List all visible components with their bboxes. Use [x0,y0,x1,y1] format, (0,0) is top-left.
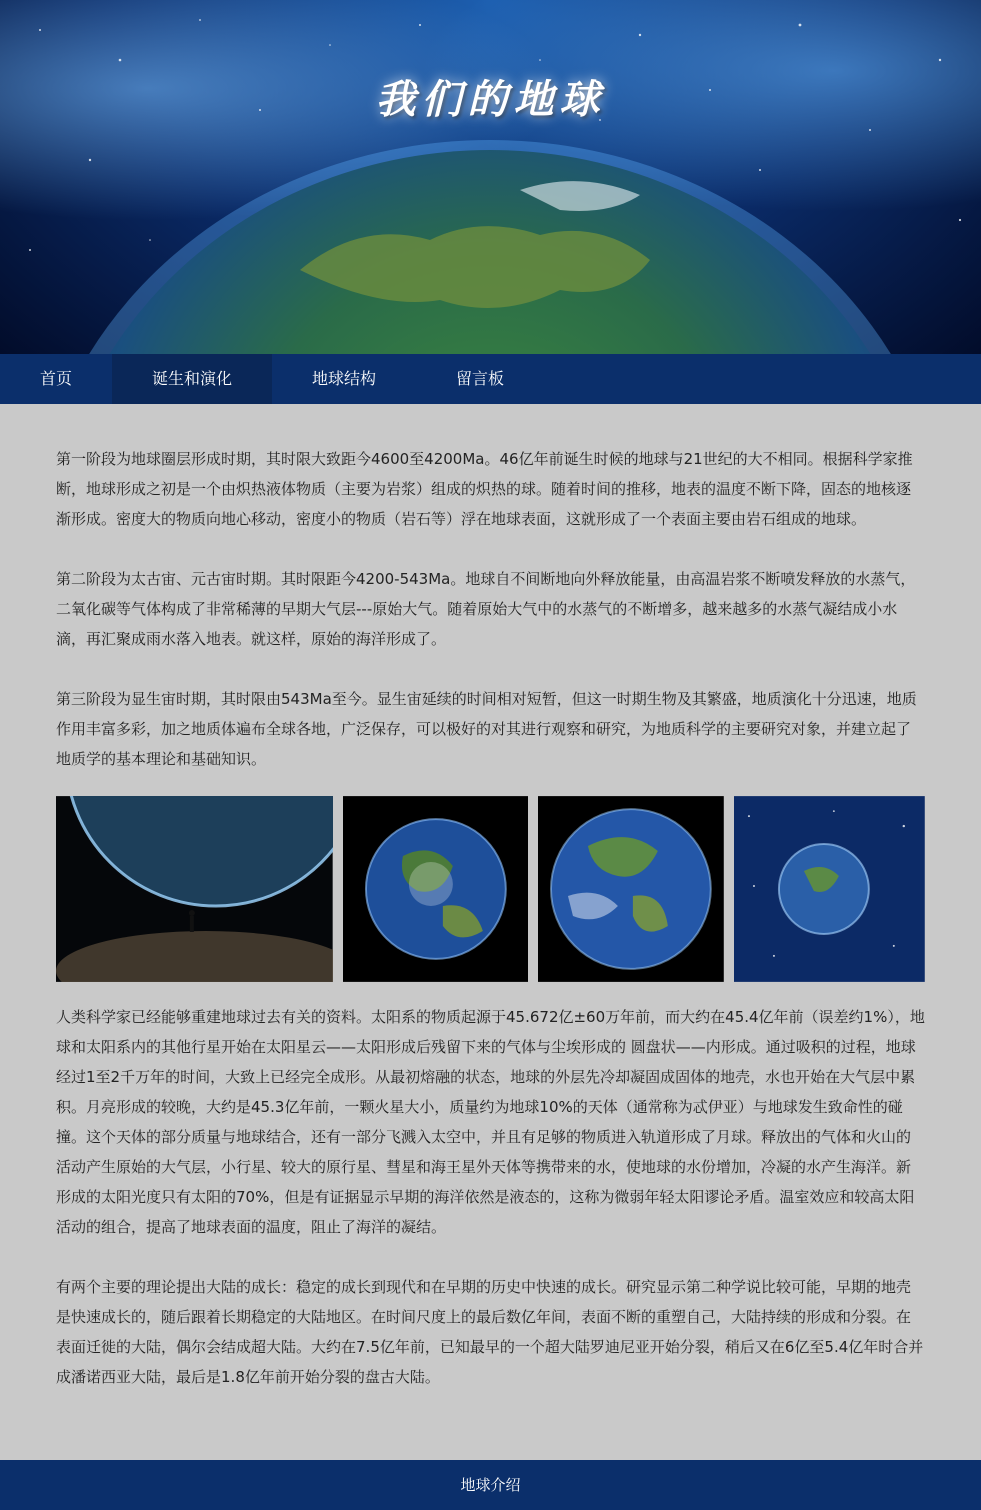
header-banner [0,0,981,354]
nav-item-earth-structure[interactable]: 地球结构 [312,369,377,388]
main-nav [0,354,981,404]
earth-starfield-image [734,796,925,982]
image-gallery [56,796,925,982]
earth-horizon-figure-image [56,796,333,982]
paragraph-stage-1: 第一阶段为地球圈层形成时期，其时限大致距今4600至4200Ma。46亿年前诞生时候的地球与21世纪的大不相同。根据科学家推断，地球形成之初是一个由炽热液体物质（主要为岩浆）组成的炽热的球。随着时间的推移，地表的温度不断下降，固态的地核逐渐形成。密度大的物质向地心移动，密度小的物质（岩石等）浮在地球表面，这就形成了一个表面主要由岩石组成的地球。 [56,450,913,528]
paragraph-continent-growth: 有两个主要的理论提出大陆的成长：稳定的成长到现代和在早期的历史中快速的成长。研究显示第二种学说比较可能，早期的地壳是快速成长的，随后跟着长期稳定的大陆地区。在时间尺度上的最后数亿年间，表面不断的重塑自己，大陆持续的形成和分裂。在表面迁徙的大陆，偶尔会结成超大陆。大约在7.5亿年前，已知最早的一个超大陆罗迪尼亚开始分裂，稍后又在6亿至5.4亿年时合并成潘诺西亚大陆，最后是1.8亿年前开始分裂的盘古大陆。 [56,1278,924,1386]
paragraph-stage-3: 第三阶段为显生宙时期，其时限由543Ma至今。显生宙延续的时间相对短暂，但这一时期生物及其繁盛，地质演化十分迅速，地质作用丰富多彩，加之地质体遍布全球各地，广泛保存，可以极好的对其进行观察和研究，为地质科学的主要研究对象，并建立起了地质学的基本理论和基础知识。 [56,690,917,768]
nav-item-birth-evolution[interactable]: 诞生和演化 [112,354,272,404]
nav-item-home[interactable]: 首页 [40,369,73,388]
footer: 地球介绍 [0,1460,981,1510]
paragraph-formation-history: 人类科学家已经能够重建地球过去有关的资料。太阳系的物质起源于45.672亿±60万年前，而大约在45.4亿年前（误差约1%），地球和太阳系内的其他行星开始在太阳星云——太阳形成后残留下来的气体与尘埃形成的 圆盘状——内形成。通过吸积的过程，地球经过1至2千万年的时间，大致上已经完全成形。从最初熔融的状态，地球的外层先冷却凝固成固体的地壳，水也开始在大气层中累积。月亮形成的较晚，大约是45.3亿年前，一颗火星大小，质量约为地球10%的天体（通常称为忒伊亚）与地球发生致命性的碰撞。这个天体的部分质量与地球结合，还有一部分飞溅入太空中，并且有足够的物质进入轨道形成了月球。释放出的气体和火山的活动产生原始的大气层，小行星、较大的原行星、彗星和海王星外天体等携带来的水，使地球的水份增加，冷凝的水产生海洋。新形成的太阳光度只有太阳的70%，但是有证据显示早期的海洋依然是液态的，这称为微弱年轻太阳谬论矛盾。温室效应和较高太阳活动的组合，提高了地球表面的温度，阻止了海洋的凝结。 [56,1008,925,1236]
main-content [0,404,981,1392]
starfield-background [0,0,981,354]
earth-globe-image-1 [343,796,529,982]
nav-item-guestbook[interactable]: 留言板 [456,369,505,388]
paragraph-stage-2: 第二阶段为太古宙、元古宙时期。其时限距今4200-543Ma。地球自不间断地向外释放能量，由高温岩浆不断喷发释放的水蒸气，二氧化碳等气体构成了非常稀薄的早期大气层---原始大气。随着原始大气中的水蒸气的不断增多，越来越多的水蒸气凝结成小水滴，再汇聚成雨水落入地表。就这样，原始的海洋形成了。 [56,570,916,648]
earth-globe-image-2 [538,796,724,982]
page-title: 我们的地球 [375,76,606,123]
